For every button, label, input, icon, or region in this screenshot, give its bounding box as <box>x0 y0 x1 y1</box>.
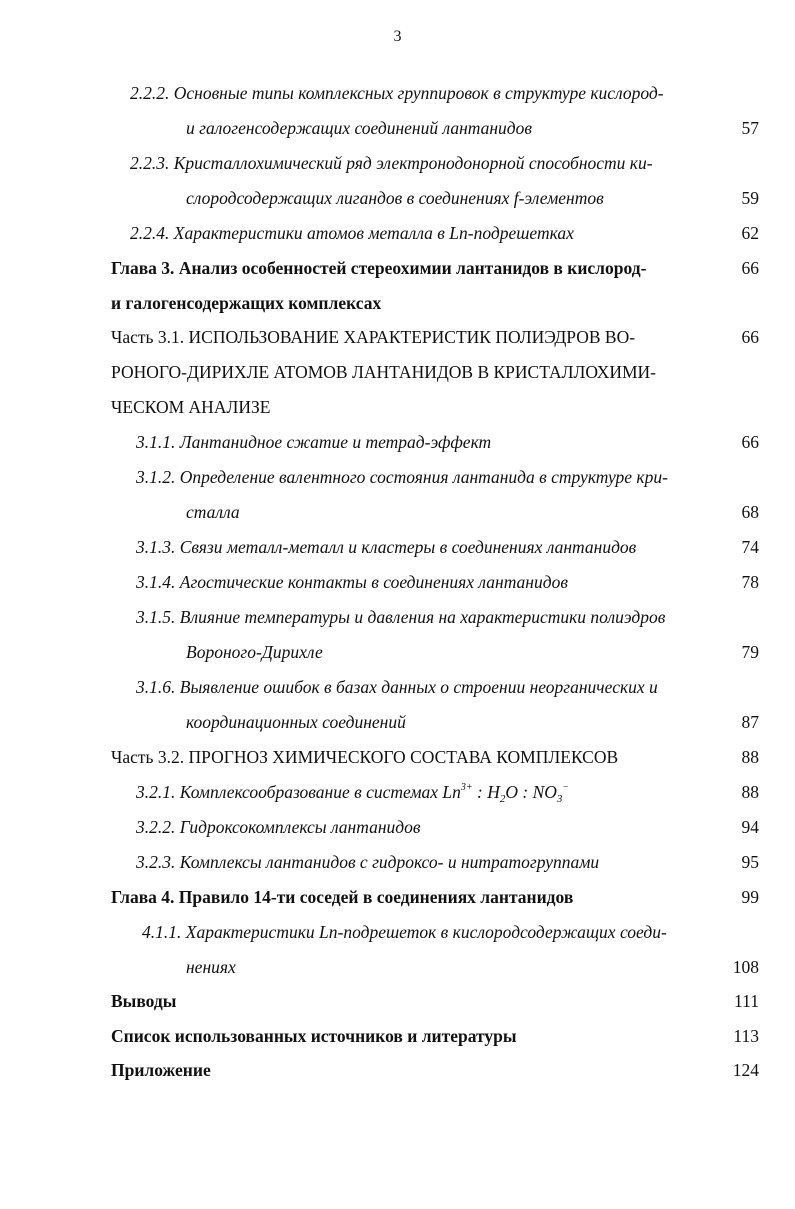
toc-page-part-3-2: 88 <box>741 747 759 767</box>
toc-entry-2-2-2-line-2: и галогенсодержащих соединений лантанидов <box>186 118 533 138</box>
toc-page-3-2-1: 88 <box>741 782 759 802</box>
page-number: 3 <box>393 28 402 45</box>
toc-page-2-2-2: 57 <box>741 118 759 138</box>
toc-entry-3-1-2-line-1: 3.1.2. Определение валентного состояния лантанида в структуре кри- <box>136 467 668 487</box>
toc-page-chapter-4: 99 <box>741 887 759 907</box>
toc-entry-2-2-3-line-1: 2.2.3. Кристаллохимический ряд электронодонорной способности ки- <box>130 153 653 173</box>
toc-page-3-2-2: 94 <box>741 817 759 837</box>
no3-subscript: 3 <box>556 793 563 805</box>
toc-page-chapter-3: 66 <box>741 258 759 278</box>
toc-page-3-1-5: 79 <box>741 642 759 662</box>
toc-references: Список использованных источников и литературы <box>111 1026 517 1046</box>
toc-page-2-2-4: 62 <box>741 223 759 243</box>
toc-entry-3-1-6-line-2: координационных соединений <box>186 712 406 732</box>
toc-entry-3-1-1: 3.1.1. Лантанидное сжатие и тетрад-эффект <box>136 432 492 452</box>
toc-page-3-1-1: 66 <box>741 432 759 452</box>
toc-entry-2-2-3-line-2: слородсодержащих лигандов в соединениях f-элементов <box>186 188 604 208</box>
no3-charge: − <box>562 782 570 793</box>
toc-entry-2-2-4: 2.2.4. Характеристики атомов металла в Ln-подрешетках <box>130 223 574 243</box>
toc-entry-3-2-1-text: 3.2.1. Комплексообразование в системах Ln <box>136 782 461 802</box>
toc-part-3-2: Часть 3.2. ПРОГНОЗ ХИМИЧЕСКОГО СОСТАВА КОМПЛЕКСОВ <box>111 747 619 767</box>
toc-entry-3-2-3: 3.2.3. Комплексы лантанидов с гидроксо- и нитратогруппами <box>136 852 600 872</box>
h2o-subscript: 2 <box>499 793 506 805</box>
toc-chapter-3-line-1: Глава 3. Анализ особенностей стереохимии лантанидов в кислород- <box>111 258 647 278</box>
toc-entry-4-1-1-line-1: 4.1.1. Характеристики Ln-подрешеток в кислородсодержащих соеди- <box>142 922 667 942</box>
toc-conclusions: Выводы <box>111 991 177 1011</box>
toc-page-3-1-6: 87 <box>741 712 759 732</box>
toc-entry-3-1-3: 3.1.3. Связи металл-металл и кластеры в соединениях лантанидов <box>136 537 637 557</box>
toc-page-3-1-4: 78 <box>741 572 759 592</box>
toc-part-3-1-line-2: РОНОГО-ДИРИХЛЕ АТОМОВ ЛАНТАНИДОВ В КРИСТАЛЛОХИМИ- <box>111 362 656 382</box>
toc-entry-3-1-2-line-2: сталла <box>186 502 240 522</box>
toc-entry-3-1-5-line-2: Вороного-Дирихле <box>186 642 323 662</box>
toc-page-3-1-3: 74 <box>741 537 759 557</box>
toc-entry-4-1-1-line-2: нениях <box>186 957 236 977</box>
toc-page-3-2-3: 95 <box>741 852 759 872</box>
toc-entry-2-2-2-line-1: 2.2.2. Основные типы комплексных группировок в структуре кислород- <box>130 83 664 103</box>
toc-page-2-2-3: 59 <box>741 188 759 208</box>
toc-entry-3-1-4: 3.1.4. Агостические контакты в соединениях лантанидов <box>136 572 568 592</box>
toc-chapter-4: Глава 4. Правило 14-ти соседей в соединениях лантанидов <box>111 887 574 907</box>
toc-page-appendix: 124 <box>732 1060 759 1080</box>
toc-part-3-1-line-1: Часть 3.1. ИСПОЛЬЗОВАНИЕ ХАРАКТЕРИСТИК ПОЛИЭДРОВ ВО- <box>111 327 636 347</box>
ln-charge: 3+ <box>460 782 473 793</box>
toc-entry-3-1-6-line-1: 3.1.6. Выявление ошибок в базах данных о строении неорганических и <box>136 677 658 697</box>
toc-page-part-3-1: 66 <box>741 327 759 347</box>
toc-chapter-3-line-2: и галогенсодержащих комплексах <box>111 293 382 313</box>
toc-page-conclusions: 111 <box>734 991 759 1011</box>
toc-entry-3-1-5-line-1: 3.1.5. Влияние температуры и давления на характеристики полиэдров <box>136 607 666 627</box>
toc-page-4-1-1: 108 <box>732 957 759 977</box>
toc-page-3-1-2: 68 <box>741 502 759 522</box>
formula-sep: : H <box>472 782 500 802</box>
toc-part-3-1-line-3: ЧЕСКОМ АНАЛИЗЕ <box>111 397 271 417</box>
toc-page-references: 113 <box>733 1026 759 1046</box>
toc-entry-3-2-1 <box>136 781 569 803</box>
toc-appendix: Приложение <box>111 1060 211 1080</box>
toc-entry-3-2-2: 3.2.2. Гидроксокомплексы лантанидов <box>136 817 421 837</box>
formula-nitrate: O : NO <box>505 782 557 802</box>
